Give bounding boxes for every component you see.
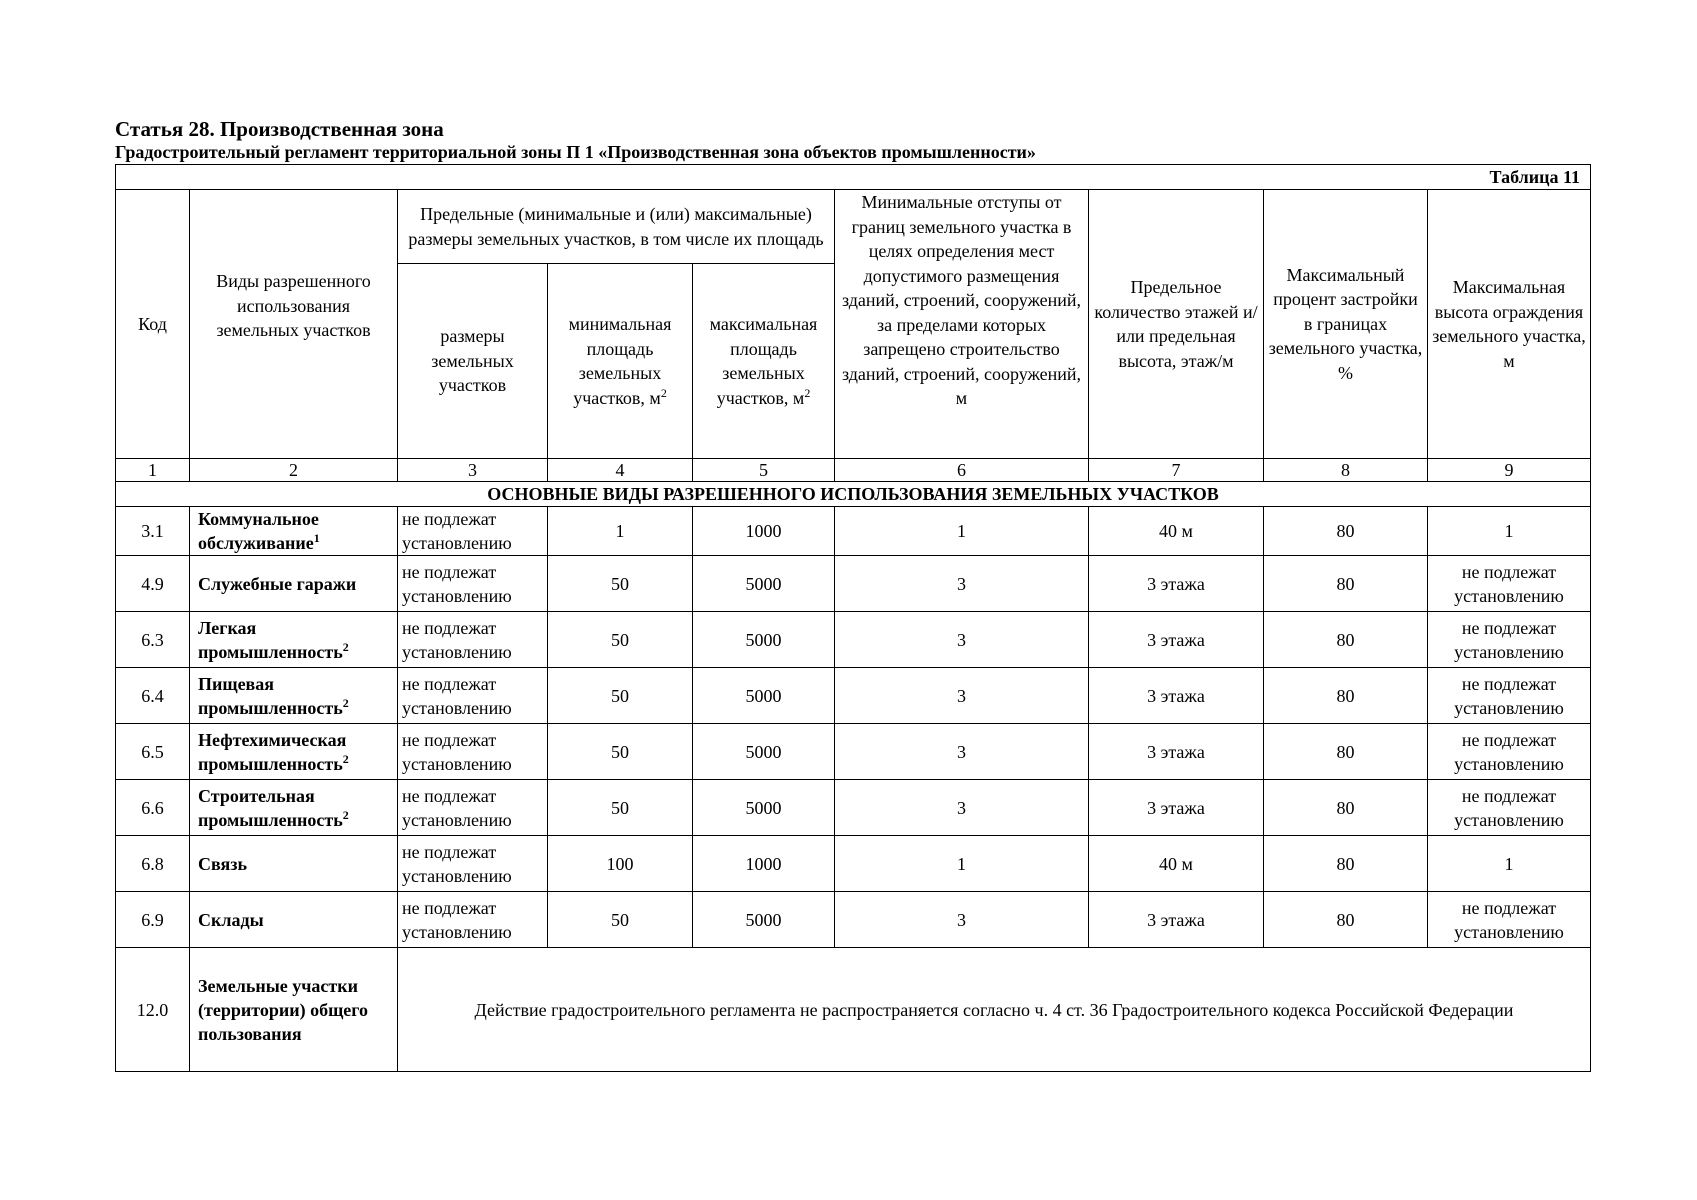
row-max-area: 5000 xyxy=(693,668,835,724)
header-max-area-text: максимальная площадь земельных участков, м xyxy=(709,314,818,408)
row-floors: 3 этажа xyxy=(1089,724,1264,780)
column-number: 1 xyxy=(116,459,190,482)
row-fence: не подлежат установлению xyxy=(1428,556,1591,612)
column-number: 8 xyxy=(1264,459,1428,482)
row-use-type-name: Служебные гаражи xyxy=(198,573,357,594)
row-setback: 3 xyxy=(835,612,1089,668)
header-setbacks: Минимальные отступы от границ земельного участка в целях определения мест допустимого размещения зданий, строений, сооружений, за пределами которых запрещено строительство зданий, строений, сооружений, м xyxy=(835,190,1089,459)
row-code: 6.6 xyxy=(116,780,190,836)
table-row xyxy=(116,948,1591,1072)
table-row xyxy=(116,780,1591,836)
zone-subheading: Градостроительный регламент территориальной зоны П 1 «Производственная зона объектов промышленности» xyxy=(115,142,1036,162)
header-max-area xyxy=(693,264,835,459)
footnote-marker: 2 xyxy=(342,751,349,766)
row-use-type xyxy=(190,892,398,948)
row-coverage: 80 xyxy=(1264,507,1428,556)
row-setback: 3 xyxy=(835,668,1089,724)
row-min-area: 100 xyxy=(548,836,693,892)
row-use-type xyxy=(190,780,398,836)
row-coverage: 80 xyxy=(1264,612,1428,668)
header-min-area-sup: 2 xyxy=(660,385,667,400)
row-plot-sizes: не подлежат установлению xyxy=(398,780,548,836)
footnote-marker: 2 xyxy=(342,695,349,710)
column-number: 6 xyxy=(835,459,1089,482)
header-fence: Максимальная высота ограждения земельного участка, м xyxy=(1428,190,1591,459)
column-number-row xyxy=(116,459,1591,482)
row-use-type xyxy=(190,556,398,612)
header-min-area-text: минимальная площадь земельных участков, м xyxy=(568,314,672,408)
row-setback: 3 xyxy=(835,556,1089,612)
row-use-type xyxy=(190,507,398,556)
table-row xyxy=(116,724,1591,780)
row-min-area: 50 xyxy=(548,668,693,724)
row-use-type-name: Пищевая промышленность xyxy=(198,673,343,718)
table-body xyxy=(116,507,1591,948)
column-number: 5 xyxy=(693,459,835,482)
row-use-type-name: Коммунальное обслуживание xyxy=(198,509,319,553)
row-use-type xyxy=(190,836,398,892)
regulation-table xyxy=(115,164,1591,1072)
column-number: 3 xyxy=(398,459,548,482)
row-plot-sizes: не подлежат установлению xyxy=(398,892,548,948)
table-row xyxy=(116,668,1591,724)
row-max-area: 5000 xyxy=(693,724,835,780)
row-code: 6.3 xyxy=(116,612,190,668)
row-min-area: 50 xyxy=(548,724,693,780)
row-max-area: 1000 xyxy=(693,836,835,892)
row-use-type xyxy=(190,724,398,780)
row-max-area: 5000 xyxy=(693,612,835,668)
row-plot-sizes: не подлежат установлению xyxy=(398,836,548,892)
section-title: ОСНОВНЫЕ ВИДЫ РАЗРЕШЕННОГО ИСПОЛЬЗОВАНИЯ ЗЕМЕЛЬНЫХ УЧАСТКОВ xyxy=(116,482,1591,507)
row-use-type-name: Склады xyxy=(198,909,264,930)
row-code: 3.1 xyxy=(116,507,190,556)
row-setback: 1 xyxy=(835,836,1089,892)
row-code: 6.5 xyxy=(116,724,190,780)
row-max-area: 1000 xyxy=(693,507,835,556)
row-floors: 3 этажа xyxy=(1089,668,1264,724)
row-coverage: 80 xyxy=(1264,892,1428,948)
row-fence: не подлежат установлению xyxy=(1428,780,1591,836)
header-plot-sizes: размеры земельных участков xyxy=(398,264,548,459)
row-min-area: 50 xyxy=(548,780,693,836)
document-page xyxy=(115,117,1590,1072)
row-code: 6.4 xyxy=(116,668,190,724)
row-min-area: 50 xyxy=(548,556,693,612)
row-coverage: 80 xyxy=(1264,780,1428,836)
footnote-marker: 1 xyxy=(313,531,320,545)
row-plot-sizes: не подлежат установлению xyxy=(398,612,548,668)
row-code: 12.0 xyxy=(116,948,190,1072)
row-plot-sizes: не подлежат установлению xyxy=(398,507,548,556)
row-fence: не подлежат установлению xyxy=(1428,892,1591,948)
column-number: 2 xyxy=(190,459,398,482)
row-plot-sizes: не подлежат установлению xyxy=(398,668,548,724)
table-header-row xyxy=(116,190,1591,264)
column-number: 9 xyxy=(1428,459,1591,482)
row-max-area: 5000 xyxy=(693,892,835,948)
row-plot-sizes: не подлежат установлению xyxy=(398,556,548,612)
row-setback: 3 xyxy=(835,724,1089,780)
header-code: Код xyxy=(116,190,190,459)
column-number: 4 xyxy=(548,459,693,482)
row-floors: 3 этажа xyxy=(1089,556,1264,612)
table-row xyxy=(116,556,1591,612)
row-code: 4.9 xyxy=(116,556,190,612)
row-max-area: 5000 xyxy=(693,556,835,612)
row-max-area: 5000 xyxy=(693,780,835,836)
row-floors: 3 этажа xyxy=(1089,892,1264,948)
row-use-type-name: Строительная промышленность xyxy=(198,785,343,830)
table-row xyxy=(116,507,1591,556)
header-size-group: Предельные (минимальные и (или) максимальные) размеры земельных участков, в том числе их площадь xyxy=(398,190,835,264)
row-setback: 3 xyxy=(835,892,1089,948)
table-row xyxy=(116,892,1591,948)
row-floors: 40 м xyxy=(1089,836,1264,892)
row-coverage: 80 xyxy=(1264,836,1428,892)
footnote-marker: 2 xyxy=(342,807,349,822)
row-plot-sizes: не подлежат установлению xyxy=(398,724,548,780)
header-max-area-sup: 2 xyxy=(804,385,811,400)
row-code: 6.8 xyxy=(116,836,190,892)
row-coverage: 80 xyxy=(1264,668,1428,724)
row-code: 6.9 xyxy=(116,892,190,948)
table-row xyxy=(116,612,1591,668)
row-setback: 1 xyxy=(835,507,1089,556)
row-use-type-name: Связь xyxy=(198,853,247,874)
row-floors: 3 этажа xyxy=(1089,612,1264,668)
row-floors: 40 м xyxy=(1089,507,1264,556)
row-fence: 1 xyxy=(1428,507,1591,556)
row-min-area: 50 xyxy=(548,892,693,948)
row-use-type-name: Легкая промышленность xyxy=(198,617,343,662)
row-note: Действие градостроительного регламента не распространяется согласно ч. 4 ст. 36 Градостроительного кодекса Российской Федерации xyxy=(398,948,1591,1072)
row-fence: не подлежат установлению xyxy=(1428,724,1591,780)
row-fence: не подлежат установлению xyxy=(1428,668,1591,724)
table-row xyxy=(116,836,1591,892)
row-fence: 1 xyxy=(1428,836,1591,892)
header-use-types: Виды разрешенного использования земельных участков xyxy=(190,190,398,459)
row-use-type-name: Нефтехимическая промышленность xyxy=(198,729,347,774)
column-number: 7 xyxy=(1089,459,1264,482)
row-min-area: 1 xyxy=(548,507,693,556)
row-floors: 3 этажа xyxy=(1089,780,1264,836)
footnote-marker: 2 xyxy=(342,639,349,654)
row-coverage: 80 xyxy=(1264,724,1428,780)
header-coverage: Максимальный процент застройки в границах земельного участка, % xyxy=(1264,190,1428,459)
row-coverage: 80 xyxy=(1264,556,1428,612)
row-min-area: 50 xyxy=(548,612,693,668)
row-use-type xyxy=(190,612,398,668)
row-setback: 3 xyxy=(835,780,1089,836)
table-caption: Таблица 11 xyxy=(116,165,1591,190)
row-use-type xyxy=(190,668,398,724)
row-use-type-name: Земельные участки (территории) общего пользования xyxy=(190,948,398,1072)
article-heading: Статья 28. Производственная зона xyxy=(115,117,444,141)
header-min-area xyxy=(548,264,693,459)
row-fence: не подлежат установлению xyxy=(1428,612,1591,668)
header-floors: Предельное количество этажей и/или предельная высота, этаж/м xyxy=(1089,190,1264,459)
